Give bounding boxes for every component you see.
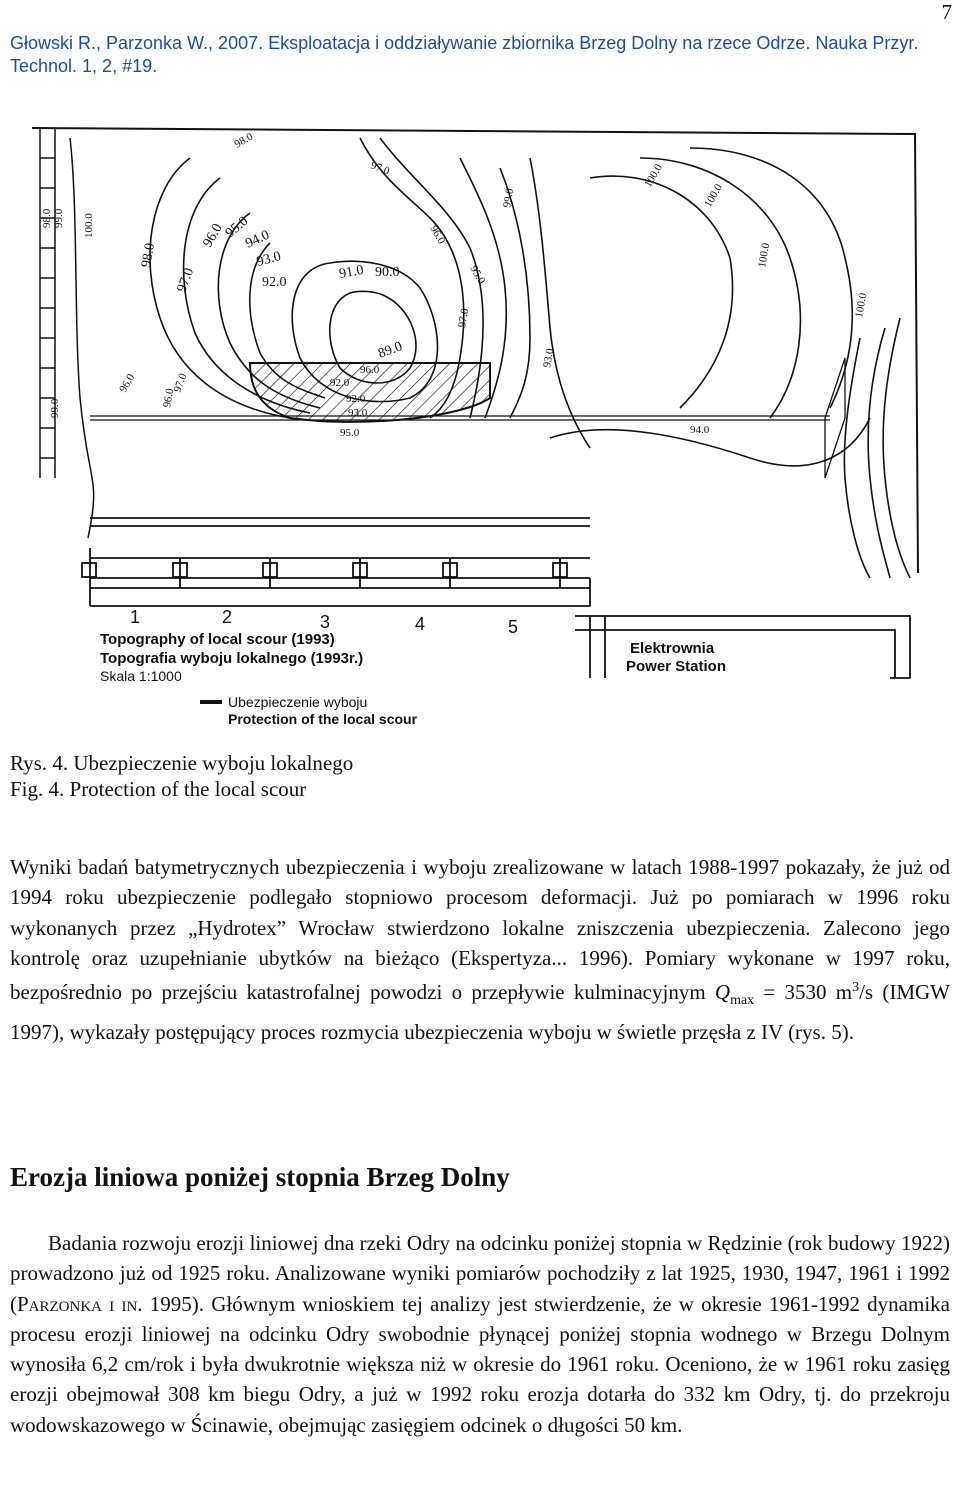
contour-label: 93.0 bbox=[255, 249, 283, 270]
bay-number: 4 bbox=[415, 614, 426, 634]
paragraph-text: Wyniki badań batymetrycznych ubezpieczenia i wyboju zrealizowane w latach 1988-1997 pokazały, że już od 1994 roku ubezpieczenie podlegało stopniowo procesom deformacji. Już po pomiarach w 1996 roku wykonanych przez „Hydrotex” Wrocław stwierdzono lokalne zniszczenia ubezpieczenia. Zalecono jego kontrolę oraz uzupełnianie ubytków na bieżąco (Ekspertyza... 1996). Pomiary wykonane w 1997 roku, bezpośrednio po przejściu katastrofalnej powodzi o przepływie kulminacyjnym bbox=[10, 855, 950, 1005]
contour-label: 95.0 bbox=[222, 213, 252, 242]
contour-label: 95.0 bbox=[467, 263, 488, 287]
right-bank-line bbox=[844, 338, 870, 578]
bathymetric-map bbox=[30, 118, 942, 730]
section-heading: Erozja liniowa poniżej stopnia Brzeg Dolny bbox=[10, 1162, 510, 1192]
contour-label: 93.0 bbox=[541, 347, 557, 369]
contour-label: 97.0 bbox=[456, 307, 472, 329]
contour-label: 92.0 bbox=[262, 275, 287, 290]
contour-line bbox=[550, 418, 870, 466]
contour-label: 99.0 bbox=[501, 187, 517, 209]
paragraph-text: Badania rozwoju erozji liniowej dna rzeki Odry na odcinku poniżej stopnia w Rędzinie (rok budowy 1922) prowadzono już od 1925 roku. Analizowane wyniki pomiarów pochodziły z lat 1925, 1930, 1947, 1961 i 1992 ( bbox=[10, 1231, 950, 1316]
legend-title-pl: Topografia wyboju lokalnego (1993r.) bbox=[100, 650, 364, 667]
contour-label: 97.0 bbox=[171, 371, 190, 395]
citation-line-2: Technol. 1, 2, #19. bbox=[10, 56, 158, 76]
contour-label: 95.0 bbox=[340, 427, 360, 439]
contour-label: 100.0 bbox=[853, 292, 870, 319]
contour-label: 100.0 bbox=[756, 242, 773, 269]
bay-number: 2 bbox=[222, 607, 233, 627]
contour-label: 100.0 bbox=[83, 213, 95, 238]
caption-pl: Rys. 4. Ubezpieczenie wyboju lokalnego bbox=[10, 751, 354, 775]
protection-label-en: Protection of the local scour bbox=[228, 711, 418, 727]
contour-label: 98.0 bbox=[41, 208, 53, 228]
caption-en: Fig. 4. Protection of the local scour bbox=[10, 777, 307, 801]
dam-crest bbox=[90, 558, 590, 588]
contour-label: 100.0 bbox=[642, 162, 665, 190]
contour-label: 97.0 bbox=[368, 159, 392, 178]
scale-label: Skala 1:1000 bbox=[100, 668, 182, 684]
running-header bbox=[10, 32, 940, 78]
contour-label: 93.0 bbox=[348, 407, 368, 419]
gate-marker bbox=[82, 563, 96, 577]
citation-line-1: Głowski R., Parzonka W., 2007. Eksploatacja i oddziaływanie zbiornika Brzeg Dolny na rzece Odrze. Nauka Przyr. bbox=[10, 33, 919, 53]
bay-number: 3 bbox=[320, 612, 331, 632]
contour-label: 96.0 bbox=[360, 364, 380, 376]
q-symbol: Q bbox=[714, 980, 731, 1005]
contour-label: 90.0 bbox=[375, 265, 400, 280]
right-bank-line bbox=[868, 318, 910, 578]
map-frame bbox=[32, 128, 918, 573]
contour-label: 92.0 bbox=[330, 377, 350, 389]
contour-label: 91.0 bbox=[338, 262, 365, 282]
contour-label: 96.0 bbox=[117, 371, 138, 395]
contour-label: 94.0 bbox=[690, 424, 710, 436]
legend-title-en: Topography of local scour (1993) bbox=[100, 631, 335, 648]
power-station-label-pl: Elektrownia bbox=[630, 640, 715, 657]
paragraph-text: 1995). Głównym wnioskiem tej analizy jest stwierdzenie, że w okresie 1961-1992 dynamika procesu erozji liniowej na odcinku Odry swobodnie płynącej poniżej stopnia wodnego w Brzegu Dolnym wynosiła 6,2 cm/rok i była dwukrotnie większa niż w okresie do 1961 roku. Oceniono, że w 1961 roku zasięg erozji obejmował 308 km biegu Odry, a już w 1992 roku erozja dotarła do 332 km Odry, tj. do przekroju wodowskazowego w Ścinawie, obejmując zasięgiem odcinek o długości 50 km. bbox=[10, 1291, 950, 1437]
contour-label: 97.0 bbox=[174, 266, 198, 295]
bay-number: 1 bbox=[130, 607, 141, 627]
contour-label: 96.0 bbox=[200, 221, 226, 250]
contour-label: 89.0 bbox=[376, 339, 405, 362]
contour-label: 100.0 bbox=[702, 182, 725, 210]
paragraph-text: /s (IMGW 1997), wykazały postępujący proces rozmycia ubezpieczenia wyboju w świetle przęsła z IV (rys. 5). bbox=[10, 980, 950, 1044]
left-bank-wall bbox=[40, 128, 55, 478]
dam-apron bbox=[90, 518, 590, 526]
paragraph-erosion bbox=[10, 1228, 950, 1440]
paragraph-text: = 3530 m bbox=[754, 980, 853, 1005]
contour-label: 92.0 bbox=[346, 393, 366, 405]
sill-crest bbox=[90, 416, 830, 420]
left-bank-line bbox=[70, 138, 94, 538]
contour-label: 99.0 bbox=[49, 398, 61, 418]
contour-label: 99.0 bbox=[53, 208, 65, 228]
page-number: 7 bbox=[941, 0, 952, 24]
contour-label: 96.0 bbox=[427, 223, 448, 247]
contour-line bbox=[590, 176, 733, 408]
scour-topography-figure bbox=[30, 118, 942, 730]
dam-base bbox=[90, 578, 590, 606]
contour-line bbox=[640, 158, 800, 418]
contour-label: 98.0 bbox=[139, 241, 159, 269]
figure-caption bbox=[10, 750, 353, 802]
unit-exponent: 3 bbox=[852, 980, 860, 996]
protection-label-pl: Ubezpieczenie wyboju bbox=[228, 694, 368, 710]
paragraph-bathymetry bbox=[10, 852, 950, 1047]
contour-label: 98.0 bbox=[232, 130, 256, 151]
dam-piers bbox=[90, 548, 560, 606]
contour-label: 96.0 bbox=[161, 387, 177, 409]
bay-number: 5 bbox=[508, 617, 519, 637]
contour-label: 94.0 bbox=[243, 227, 272, 252]
power-station-label-en: Power Station bbox=[626, 658, 727, 675]
contour-line bbox=[530, 158, 590, 448]
powerhouse-wall bbox=[590, 616, 605, 678]
q-subscript: max bbox=[730, 993, 755, 1009]
author-citation: Parzonka i in. bbox=[17, 1291, 143, 1316]
